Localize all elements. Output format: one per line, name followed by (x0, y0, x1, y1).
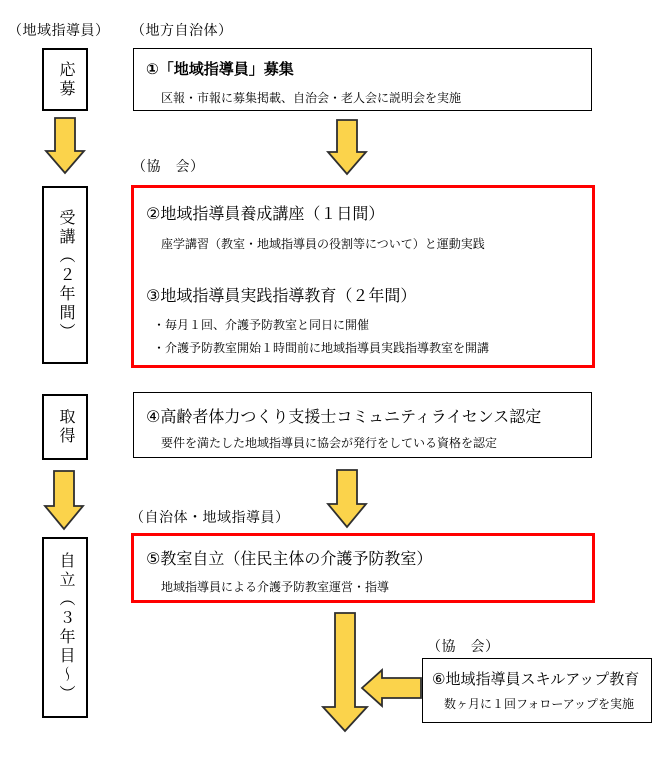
step2-detail: 座学講習（教室・地域指導員の役割等について）と運動実践 (161, 237, 485, 251)
stage-independent-box (42, 537, 88, 718)
step3-detail-2: ・介護予防教室開始１時間前に地域指導員実践指導教室を開講 (153, 341, 490, 355)
stage-attend-box (42, 186, 88, 364)
arrow-down-acquire-icon (45, 471, 83, 529)
stage-apply-box (42, 48, 88, 111)
step5-title: ⑤教室自立（住民主体の介護予防教室） (146, 551, 433, 568)
step5-detail: 地域指導員による介護予防教室運営・指導 (161, 580, 390, 594)
step4-title: ④高齢者体力つくり支援士コミュニティライセンス認定 (146, 409, 542, 426)
arrow-down-independent-icon (323, 613, 367, 731)
arrow-down-apply-icon (46, 118, 84, 173)
label-municipality-instructor: （自治体・地域指導員） (130, 509, 290, 525)
arrow-left-skillup-icon (362, 670, 421, 706)
step1-title: ①「地域指導員」募集 (146, 61, 294, 78)
stage-acquire-box (42, 394, 88, 460)
step5-independence-box (131, 533, 595, 603)
step6-detail: 数ヶ月に１回フォローアップを実施 (444, 697, 634, 711)
label-local-government: （地方自治体） (131, 22, 233, 38)
label-association-mid: （協 会） (132, 158, 205, 174)
stage-apply-label: 応募 (57, 60, 74, 99)
step1-detail: 区報・市報に募集掲載、自治会・老人会に説明会を実施 (161, 91, 462, 105)
step4-detail: 要件を満たした地域指導員に協会が発行をしている資格を認定 (161, 436, 498, 450)
step1-recruitment-box (133, 48, 592, 111)
step3-title: ③地域指導員実践指導教育（２年間） (146, 288, 417, 305)
label-association-bottom: （協 会） (427, 638, 500, 654)
step6-skillup-box (422, 658, 652, 723)
stage-acquire-label: 取得 (57, 408, 74, 446)
step4-license-box (133, 392, 592, 458)
step3-detail-1: ・毎月１回、介護予防教室と同日に開催 (153, 318, 370, 332)
step6-title: ⑥地域指導員スキルアップ教育 (432, 671, 640, 688)
step2-3-training-box (131, 185, 595, 368)
label-region-instructor: （地域指導員） (8, 22, 110, 38)
step2-title: ②地域指導員養成講座（１日間） (146, 206, 385, 223)
stage-attend-label: 受講（２年間） (57, 208, 74, 342)
arrow-down-recruit-icon (328, 120, 366, 174)
arrow-down-license-icon (328, 470, 366, 527)
stage-independent-label: 自立（３年目～） (57, 551, 74, 704)
